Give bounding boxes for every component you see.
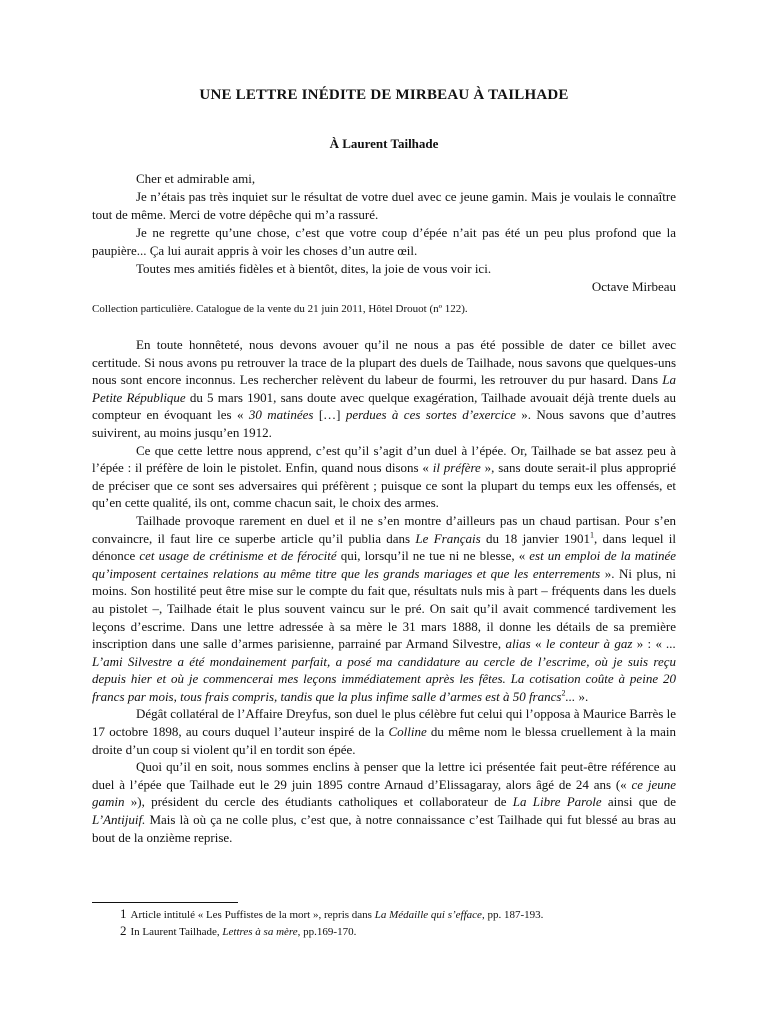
letter-block — [92, 170, 676, 296]
footnote-ref[interactable]: 1 — [590, 530, 594, 540]
letter-paragraph: Toutes mes amitiés fidèles et à bientôt, dites, la joie de vous voir ici. — [136, 261, 492, 276]
footnote-item: 2 In Laurent Tailhade, Lettres à sa mère, pp.169-170. — [120, 923, 357, 938]
letter-paragraph: Je n’étais pas très inquiet sur le résultat de votre duel avec ce jeune gamin. Mais je voulais le connaître tout de même. Merci de votre dépêche qui m’a rassuré. — [92, 189, 676, 222]
body-paragraph: Tailhade provoque rarement en duel et il ne s’en montre d’ailleurs pas un chaud partisan. Pour s’en convaincre, il faut lire ce superbe article qu’il publia dans Le Français du 18 janvier 1901$^1$, dans lequel il dénonce cet usage de crétinisme et de férocité qui, lorsqu’il ne tue ni ne blesse, « est un emploi de la matinée qu’imposent certaines relations au même titre que les grands mariages et que les enterrements ». Ni plus, ni moins. Son hostilité peut être mise sur le compte du fait que, résultats nuls mis à part – fréquents dans les duels au pistolet –, Tailhade était le plus souvent vaincu sur le pré. On sait qu’il avait commencé tardivement les leçons d’escrime. Dans une lettre adressée à sa mère le 31 mars 1888, il donne les détails de sa première inscription dans une salle d’armes parisienne, parrainé par Armand Silvestre, alias « le conteur à gaz » : « ... L’ami Silvestre a été mondainement parfait, a posé ma candidature au cercle de l’escrime, où je suis reçu depuis hier et où je commencerai mes leçons immédiatement après les fêtes. La cotisation coûte à peine 20 francs par mois, tous frais compris, tandis que la plus infime salle d’armes est à 50 francs$^2$... ». — [92, 512, 677, 704]
footnote-number: 1 — [120, 906, 127, 921]
letter-signature: Octave Mirbeau — [591, 279, 676, 294]
footnote-number: 2 — [120, 923, 127, 938]
source-note: Collection particulière. Catalogue de la vente du 21 juin 2011, Hôtel Drouot (nº 122). — [92, 303, 468, 315]
letter-paragraph: Je ne regrette qu’une chose, c’est que votre coup d’épée n’ait pas été un peu plus profond que la paupière... Ça lui aurait appris à voir les choses d’un autre œil. — [92, 225, 676, 258]
dedication-heading: À Laurent Tailhade — [329, 136, 439, 151]
footnote-divider — [92, 902, 238, 903]
body-paragraph: En toute honnêteté, nous devons avouer qu’il ne nous a pas été possible de dater ce billet avec certitude. Si nous avons pu retrouver la trace de la plupart des duels de Tailhade, nous savons que quelques-uns nous sont encore inconnus. Les rechercher relèvent du labeur de fourmi, les retrouver du pur hasard. Dans La Petite République du 5 mars 1901, sans doute avec quelque exagération, Tailhade avouait déjà trente duels au compteur en évoquant les « 30 matinées […] perdues à ces sortes d’exercice ». Nous savons que d’autres suivirent, au moins jusqu’en 1912. — [92, 337, 676, 440]
footnote-ref[interactable]: 2 — [561, 688, 566, 698]
footnote-item: 1 Article intitulé « Les Puffistes de la mort », repris dans La Médaille qui s’efface, pp. 187-193. — [120, 906, 544, 921]
body-paragraph: Dégât collatéral de l’Affaire Dreyfus, son duel le plus célèbre fut celui qui l’opposa à Maurice Barrès le 17 octobre 1898, au cours duquel l’auteur inspiré de la Colline du même nom le blessa cruellement à la main droite d’un coup si violent qu’il en tordit son épée. — [92, 706, 676, 757]
body-paragraph: Ce que cette lettre nous apprend, c’est qu’il s’agit d’un duel à l’épée. Or, Tailhade se bat assez peu à l’épée : il préfère de loin le pistolet. Enfin, quand nous disons « il préfère », sans doute serait-il plus approprié de préciser que ce sont ses adversaires qui préfèrent ; puisque ce sont la plupart du temps eux les offensés, et qu’en cette qualité, ils ont, comme chacun sait, le choix des armes. — [92, 442, 676, 511]
article-body — [92, 336, 676, 846]
page-title: UNE LETTRE INÉDITE DE MIRBEAU À TAILHADE — [199, 87, 569, 103]
footnotes — [120, 906, 680, 940]
letter-greeting: Cher et admirable ami, — [136, 171, 256, 186]
body-paragraph: Quoi qu’il en soit, nous sommes enclins à penser que la lettre ici présentée fait peut-être référence au duel à l’épée que Tailhade eut le 29 juin 1895 contre Arnaud d’Elissagaray, alors âgé de 24 ans (« ce jeune gamin »), président du cercle des étudiants catholiques et collaborateur de La Libre Parole ainsi que de L’Antijuif. Mais là où ça ne colle plus, c’est que, à notre connaissance c’est Tailhade qui fut blessé au bras au bout de la onzième reprise. — [92, 759, 677, 845]
